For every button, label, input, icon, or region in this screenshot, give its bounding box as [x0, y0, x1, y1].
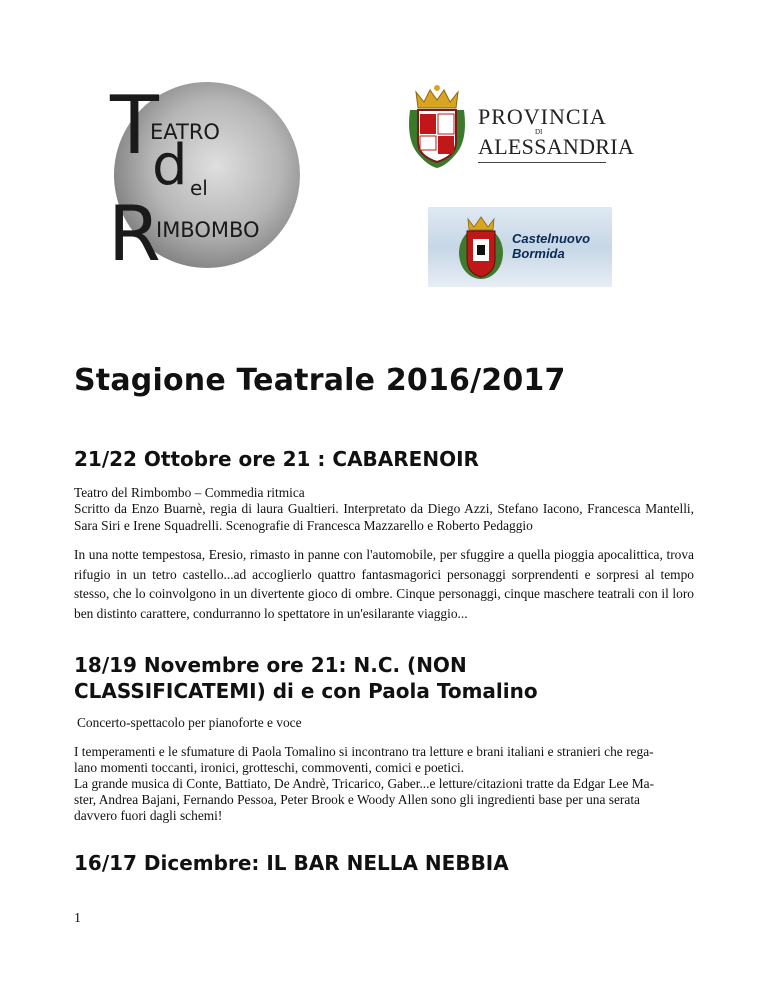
provincia-line2: ALESSANDRIA [478, 134, 635, 159]
provincia-crest-icon [404, 80, 470, 170]
event-2-subtitle: Concerto-spettacolo per pianoforte e voce [77, 715, 302, 730]
event-3-heading: 16/17 Dicembre: IL BAR NELLA NEBBIA [74, 851, 509, 875]
logo-letter-t: T [110, 79, 159, 172]
provincia-di: DI [535, 128, 543, 136]
logo-word-eatro: EATRO [150, 120, 220, 144]
event-2-desc-line1: I temperamenti e le sfumature di Paola Tomalino si incontrano tra letture e brani italiani e stranieri che rega- [74, 744, 654, 759]
event-2-desc-line3: La grande musica di Conte, Battiato, De Andrè, Tricarico, Gaber...e letture/citazioni tratte da Edgar Lee Ma- [74, 776, 655, 791]
event-2-desc-line4: ster, Andrea Bajani, Fernando Pessoa, Peter Brook e Woody Allen sono gli ingredienti base per una serata [74, 792, 640, 807]
castelnuovo-bormida-logo [428, 207, 612, 287]
provincia-rule [478, 162, 606, 163]
event-1-credits-line1: Teatro del Rimbombo – Commedia ritmica [74, 485, 305, 500]
event-1-heading: 21/22 Ottobre ore 21 : CABARENOIR [74, 447, 479, 471]
event-1-description: In una notte tempestosa, Eresio, rimasto in panne con l'automobile, per sfuggire a quella pioggia apocalittica, trova rifugio in un tetro castello...ad accoglierlo quattro fantasmagorici personaggi sorprendenti e sorpresi al tempo stesso, che lo coinvolgono in un divertente gioco di ombre. Cinque personaggi, cinque maschere teatrali con il loro ben distinto carattere, condurranno lo spettatore in un'esilarante viaggio... [74, 547, 694, 621]
event-2-heading-line1: 18/19 Novembre ore 21: N.C. (NON [74, 653, 467, 677]
event-1-credits-line2: Scritto da Enzo Buarnè, regia di laura Gualtieri. Interpretato da Diego Azzi, Stefano Iacono, Francesca Mantelli, Sara Siri e Irene Squadrelli. Scenografie di Francesca Mazzarello e Roberto Pedaggio [74, 501, 694, 533]
page-title: Stagione Teatrale 2016/2017 [74, 363, 566, 398]
provincia-alessandria-logo [404, 80, 635, 170]
logo-letter-d: d [152, 133, 188, 198]
logo-word-el: el [190, 176, 208, 200]
teatro-del-rimbombo-logo [104, 79, 302, 278]
event-2-heading-line2: CLASSIFICATEMI) di e con Paola Tomalino [74, 679, 538, 703]
page-number: 1 [74, 911, 81, 926]
castelnuovo-crest-icon [458, 211, 504, 283]
logo-word-imbombo: IMBOMBO [156, 218, 260, 242]
logo-letter-r: R [108, 189, 161, 278]
event-2-desc-line5: davvero fuori dagli schemi! [74, 808, 223, 823]
provincia-line1: PROVINCIA [478, 104, 607, 129]
event-2-desc-line2: lano momenti toccanti, ironici, grotteschi, commoventi, comici e poetici. [74, 760, 465, 775]
castelnuovo-line1: Castelnuovo [512, 231, 591, 246]
castelnuovo-line2: Bormida [512, 246, 565, 261]
